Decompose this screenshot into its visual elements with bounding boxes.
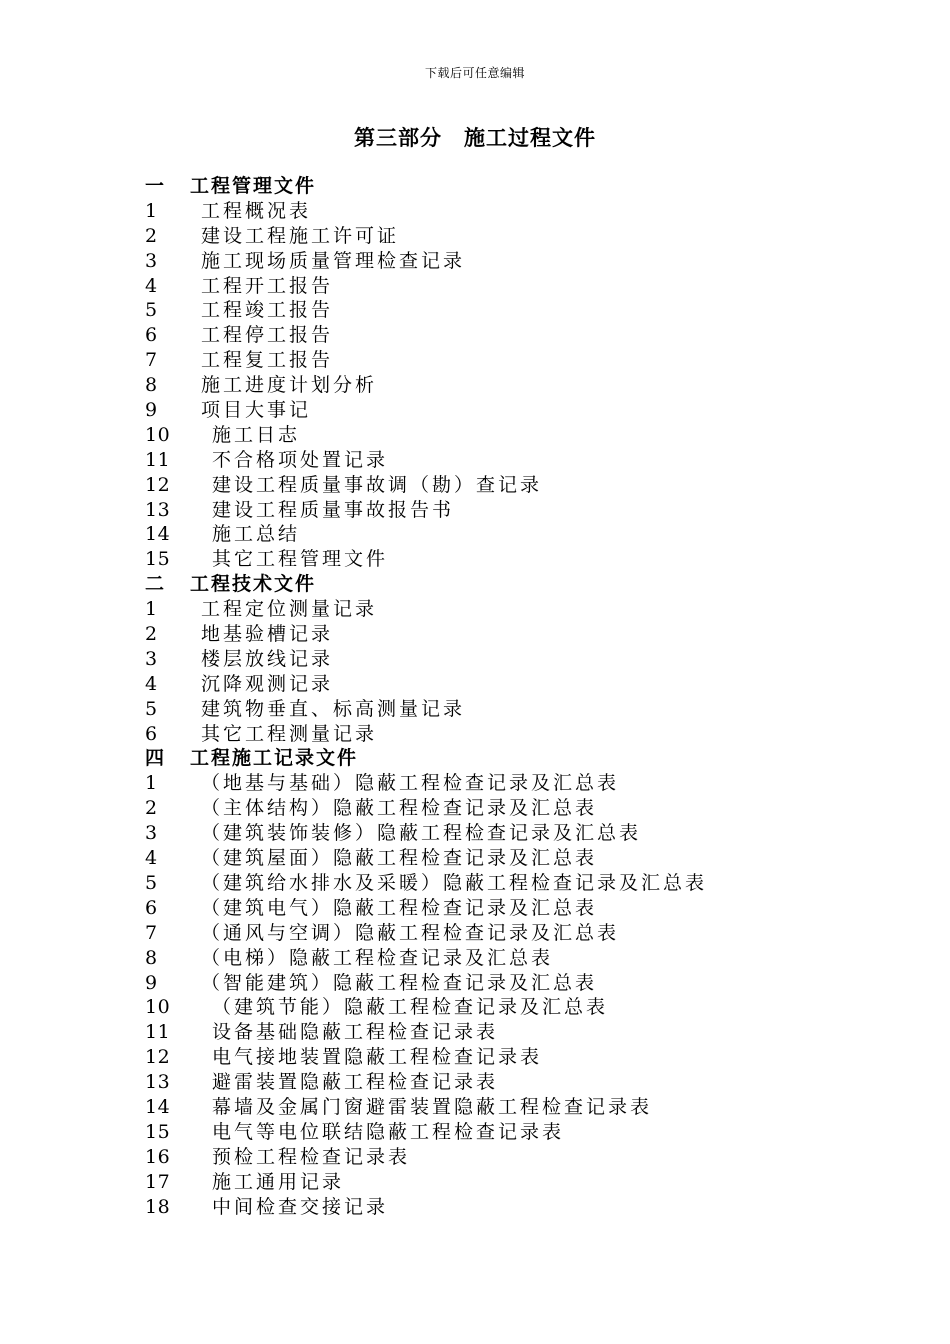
item-text: 楼层放线记录 — [201, 647, 334, 670]
item-number: 13 — [145, 498, 171, 521]
item-number: 1 — [145, 772, 158, 795]
item-number: 18 — [145, 1195, 171, 1218]
section-heading — [145, 746, 905, 771]
item-text: 建设工程质量事故报告书 — [212, 498, 455, 521]
list-item — [145, 1020, 905, 1045]
item-number: 1 — [145, 598, 158, 621]
item-number: 12 — [145, 1046, 171, 1069]
list-item — [145, 448, 905, 473]
item-number: 15 — [145, 548, 171, 571]
list-item — [145, 771, 905, 796]
item-text: 工程开工报告 — [201, 274, 334, 297]
item-text: 不合格项处置记录 — [212, 448, 389, 471]
list-item — [145, 946, 905, 971]
list-item — [145, 323, 905, 348]
item-number: 5 — [145, 299, 158, 322]
section-heading — [145, 174, 905, 199]
item-text: 施工进度计划分析 — [201, 374, 378, 397]
item-text: （建筑装饰装修）隐蔽工程检查记录及汇总表 — [201, 822, 642, 845]
item-text: 设备基础隐蔽工程检查记录表 — [212, 1021, 499, 1044]
item-number: 3 — [145, 822, 158, 845]
list-item — [145, 697, 905, 722]
section-title: 工程管理文件 — [190, 175, 317, 197]
item-text: 工程复工报告 — [201, 349, 334, 372]
item-number: 7 — [145, 921, 158, 944]
list-item — [145, 1045, 905, 1070]
item-number: 15 — [145, 1120, 171, 1143]
item-text: （建筑屋面）隐蔽工程检查记录及汇总表 — [201, 847, 598, 870]
item-text: 项目大事记 — [201, 399, 312, 422]
list-item — [145, 796, 905, 821]
item-number: 10 — [145, 423, 171, 446]
list-item — [145, 348, 905, 373]
list-item — [145, 597, 905, 622]
list-item — [145, 398, 905, 423]
item-number: 7 — [145, 349, 158, 372]
item-number: 12 — [145, 473, 171, 496]
item-number: 1 — [145, 199, 158, 222]
list-item — [145, 871, 905, 896]
item-number: 4 — [145, 847, 158, 870]
item-text: 建设工程质量事故调（勘）查记录 — [212, 473, 543, 496]
list-item — [145, 1145, 905, 1170]
item-text: 其它工程管理文件 — [212, 548, 389, 571]
section-title: 工程技术文件 — [190, 573, 317, 596]
item-number: 6 — [145, 324, 158, 347]
item-number: 14 — [145, 523, 171, 546]
list-item — [145, 921, 905, 946]
item-text: 施工日志 — [212, 423, 301, 446]
table-of-contents — [145, 174, 905, 1219]
list-item — [145, 498, 905, 523]
item-text: 建筑物垂直、标高测量记录 — [201, 697, 466, 720]
item-text: （智能建筑）隐蔽工程检查记录及汇总表 — [201, 971, 598, 994]
page-title — [0, 122, 950, 152]
item-text: 地基验槽记录 — [201, 623, 334, 646]
item-text: 施工现场质量管理检查记录 — [201, 249, 466, 272]
list-item — [145, 274, 905, 299]
list-item — [145, 896, 905, 921]
list-item — [145, 1170, 905, 1195]
item-number: 11 — [145, 1021, 171, 1044]
item-number: 6 — [145, 722, 158, 745]
item-number: 10 — [145, 996, 171, 1019]
list-item — [145, 473, 905, 498]
item-number: 17 — [145, 1170, 171, 1193]
item-number: 3 — [145, 647, 158, 670]
list-item — [145, 224, 905, 249]
item-text: （建筑给水排水及采暖）隐蔽工程检查记录及汇总表 — [201, 871, 708, 894]
section-number: 二 — [145, 573, 165, 596]
item-number: 6 — [145, 896, 158, 919]
list-item — [145, 1195, 905, 1220]
item-number: 4 — [145, 274, 158, 297]
item-text: 工程定位测量记录 — [201, 598, 378, 621]
item-text: （建筑节能）隐蔽工程检查记录及汇总表 — [212, 996, 609, 1019]
item-text: 工程竣工报告 — [201, 299, 334, 322]
item-number: 2 — [145, 797, 158, 820]
list-item — [145, 1095, 905, 1120]
item-number: 9 — [145, 399, 158, 422]
item-number: 5 — [145, 697, 158, 720]
list-item — [145, 846, 905, 871]
item-number: 9 — [145, 971, 158, 994]
list-item — [145, 522, 905, 547]
item-text: 中间检查交接记录 — [212, 1195, 389, 1218]
section-number: 四 — [145, 747, 165, 770]
item-text: 预检工程检查记录表 — [212, 1145, 411, 1168]
list-item — [145, 722, 905, 747]
list-item — [145, 1120, 905, 1145]
list-item — [145, 971, 905, 996]
item-number: 8 — [145, 374, 158, 397]
list-item — [145, 199, 905, 224]
item-text: （地基与基础）隐蔽工程检查记录及汇总表 — [201, 772, 620, 795]
list-item — [145, 249, 905, 274]
item-number: 14 — [145, 1095, 171, 1118]
item-number: 4 — [145, 672, 158, 695]
item-text: 工程概况表 — [201, 199, 312, 222]
item-text: 沉降观测记录 — [201, 672, 334, 695]
item-number: 2 — [145, 623, 158, 646]
item-number: 16 — [145, 1145, 171, 1168]
item-text: 幕墙及金属门窗避雷装置隐蔽工程检查记录表 — [212, 1095, 653, 1118]
item-text: （电梯）隐蔽工程检查记录及汇总表 — [201, 946, 554, 969]
item-number: 5 — [145, 871, 158, 894]
list-item — [145, 373, 905, 398]
item-text: 电气等电位联结隐蔽工程检查记录表 — [212, 1120, 565, 1143]
item-number: 11 — [145, 448, 171, 471]
list-item — [145, 821, 905, 846]
item-number: 13 — [145, 1071, 171, 1094]
list-item — [145, 622, 905, 647]
item-text: 工程停工报告 — [201, 324, 334, 347]
list-item — [145, 647, 905, 672]
title-part: 第三部分 — [354, 125, 442, 150]
item-text: 建设工程施工许可证 — [201, 224, 400, 247]
section-heading — [145, 572, 905, 597]
list-item — [145, 298, 905, 323]
list-item — [145, 423, 905, 448]
section-title: 工程施工记录文件 — [190, 747, 359, 770]
title-name: 施工过程文件 — [464, 125, 596, 150]
list-item — [145, 672, 905, 697]
list-item — [145, 1070, 905, 1095]
section-number: 一 — [145, 175, 165, 197]
page-header: 下载后可任意编辑 — [424, 66, 525, 80]
item-number: 8 — [145, 946, 158, 969]
list-item — [145, 995, 905, 1020]
item-number: 2 — [145, 224, 158, 247]
item-text: 避雷装置隐蔽工程检查记录表 — [212, 1071, 499, 1094]
item-text: （通风与空调）隐蔽工程检查记录及汇总表 — [201, 921, 620, 944]
item-text: （主体结构）隐蔽工程检查记录及汇总表 — [201, 797, 598, 820]
item-number: 3 — [145, 249, 158, 272]
item-text: 电气接地装置隐蔽工程检查记录表 — [212, 1046, 543, 1069]
item-text: （建筑电气）隐蔽工程检查记录及汇总表 — [201, 896, 598, 919]
item-text: 施工通用记录 — [212, 1170, 345, 1193]
list-item — [145, 547, 905, 572]
item-text: 其它工程测量记录 — [201, 722, 378, 745]
item-text: 施工总结 — [212, 523, 301, 546]
